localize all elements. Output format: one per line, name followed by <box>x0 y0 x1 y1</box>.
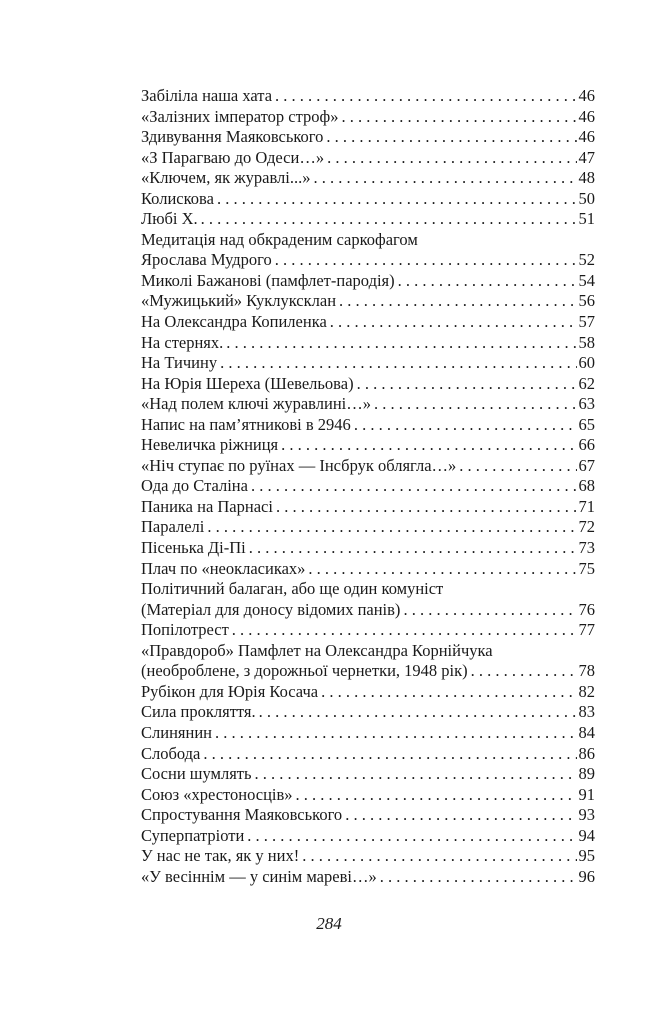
dot-leader <box>229 620 577 641</box>
toc-entry-title: Колискова <box>141 188 214 208</box>
dot-leader <box>293 785 577 806</box>
toc-entry-page: 77 <box>578 620 595 640</box>
toc-entry <box>141 559 595 580</box>
dot-leader <box>456 456 576 477</box>
toc-entry-title: (необроблене, з дорожньої чернетки, 1948 рік) <box>141 661 468 681</box>
toc-entry <box>141 86 595 107</box>
dot-leader <box>252 764 577 785</box>
toc-entry-page: 96 <box>578 866 595 886</box>
toc-entry-page: 89 <box>578 764 595 784</box>
toc-entry <box>141 107 595 128</box>
toc-entry <box>141 702 595 723</box>
toc-entry-title: Спростування Маяковського <box>141 805 343 825</box>
toc-entry-title: «Над полем ключі журавлині…» <box>141 394 371 414</box>
dot-leader <box>198 209 577 230</box>
toc-entry <box>141 333 595 354</box>
toc-entry <box>141 846 595 867</box>
toc-entry <box>141 867 595 888</box>
toc-entry <box>141 764 595 785</box>
toc-entry-title: Плач по «неокласиках» <box>141 558 306 578</box>
toc-entry <box>141 744 595 765</box>
toc-entry <box>141 661 595 682</box>
toc-entry <box>141 723 595 744</box>
toc-entry-title: Сосни шумлять <box>141 764 252 784</box>
toc-entry <box>141 353 595 374</box>
dot-leader <box>338 107 576 128</box>
toc-entry-page: 58 <box>578 332 595 352</box>
toc-entry-page: 68 <box>578 476 595 496</box>
toc-entry-title: Миколі Бажанові (памфлет-пародія) <box>141 270 395 290</box>
toc-entry-page: 66 <box>578 435 595 455</box>
toc-entry-page: 84 <box>578 722 595 742</box>
toc-entry-page: 51 <box>578 209 595 229</box>
toc-entry <box>141 291 595 312</box>
dot-leader <box>200 744 576 765</box>
dot-leader <box>354 374 577 395</box>
toc-entry <box>141 476 595 497</box>
toc-entry-title: Союз «хрестоносців» <box>141 784 293 804</box>
toc-entry-title: Попілотрест <box>141 620 229 640</box>
toc-entry-title: Ода до Сталіна <box>141 476 248 496</box>
toc-entry <box>141 415 595 436</box>
toc-entry-page: 73 <box>578 538 595 558</box>
toc-entry-title: «Ключем, як журавлі...» <box>141 168 311 188</box>
toc-entry-page: 78 <box>578 661 595 681</box>
toc-entry-page: 46 <box>578 106 595 126</box>
toc-entry-title: На Тичину <box>141 353 218 373</box>
toc-entry <box>141 250 595 271</box>
toc-entry-page: 94 <box>578 825 595 845</box>
dot-leader <box>371 394 577 415</box>
toc-entry-page: 54 <box>578 270 595 290</box>
toc-entry-title: Пісенька Ді-Пі <box>141 538 246 558</box>
toc-entry-title: «Мужицький» Куклуксклан <box>141 291 337 311</box>
dot-leader <box>278 435 576 456</box>
toc-entry-page: 75 <box>578 558 595 578</box>
toc-entry <box>141 127 595 148</box>
dot-leader <box>214 189 577 210</box>
toc-entry-page: 71 <box>578 496 595 516</box>
toc-entry <box>141 148 595 169</box>
toc-entry-page: 50 <box>578 188 595 208</box>
toc-entry <box>141 189 595 210</box>
dot-leader <box>248 476 577 497</box>
toc-entry-page: 52 <box>578 250 595 270</box>
toc-entry-title: Здивування Маяковського <box>141 127 324 147</box>
toc-entry <box>141 785 595 806</box>
dot-leader <box>468 661 577 682</box>
dot-leader <box>324 148 576 169</box>
dot-leader <box>323 127 576 148</box>
toc-entry-title: «У весіннім — у синім мареві…» <box>141 866 377 886</box>
toc-entry-page: 57 <box>578 312 595 332</box>
dot-leader <box>272 250 577 271</box>
page-number: 284 <box>316 914 342 933</box>
toc-entry-title: «Ніч ступає по руїнах — Інсбрук облягла…» <box>141 455 457 475</box>
toc-entry-page: 56 <box>578 291 595 311</box>
toc-entry <box>141 230 595 251</box>
dot-leader <box>246 538 577 559</box>
toc-entry <box>141 517 595 538</box>
toc-entry-page: 62 <box>578 373 595 393</box>
toc-entry-page: 46 <box>578 127 595 147</box>
toc-entry-title: На Юрія Шереха (Шевельова) <box>141 373 354 393</box>
toc-entry <box>141 579 595 600</box>
toc-entry-page: 67 <box>578 455 595 475</box>
dot-leader <box>256 702 577 723</box>
toc-entry-title: Любі Х. <box>141 209 198 229</box>
toc-entry-title: Ярослава Мудрого <box>141 250 272 270</box>
toc-entry <box>141 271 595 292</box>
dot-leader <box>342 805 576 826</box>
toc-entry-title: «З Парагваю до Одеси…» <box>141 147 325 167</box>
toc-entry <box>141 538 595 559</box>
dot-leader <box>395 271 577 292</box>
toc-entry <box>141 435 595 456</box>
toc-entry-page: 83 <box>578 702 595 722</box>
dot-leader <box>400 600 576 621</box>
toc-entry-title: Політичний балаган, або ще один комуніст <box>141 579 444 599</box>
toc-entry <box>141 805 595 826</box>
toc-entry-page: 95 <box>578 846 595 866</box>
toc-entry-page: 48 <box>578 168 595 188</box>
toc-entry <box>141 497 595 518</box>
toc-entry <box>141 641 595 662</box>
toc-entry-title: На Олександра Копиленка <box>141 312 327 332</box>
toc-entry <box>141 456 595 477</box>
dot-leader <box>377 867 577 888</box>
toc-entry-page: 65 <box>578 414 595 434</box>
dot-leader <box>244 826 576 847</box>
toc-entry-page: 76 <box>578 599 595 619</box>
toc-entry <box>141 209 595 230</box>
toc-entry-title: (Матеріал для доносу відомих панів) <box>141 599 401 619</box>
toc-entry-title: Забіліла наша хата <box>141 86 273 105</box>
toc-entry <box>141 682 595 703</box>
toc-entry-page: 93 <box>578 805 595 825</box>
dot-leader <box>204 517 576 538</box>
toc-entry <box>141 600 595 621</box>
toc-entry-page: 47 <box>578 147 595 167</box>
toc-entry-title: Слобода <box>141 743 201 763</box>
dot-leader <box>327 312 577 333</box>
toc-entry-title: У нас не так, як у них! <box>141 846 300 866</box>
toc-entry-title: Невеличка ріжниця <box>141 435 279 455</box>
toc-entry-page: 86 <box>578 743 595 763</box>
toc-entry <box>141 826 595 847</box>
toc-entry-title: «Правдороб» Памфлет на Олександра Корнійчука <box>141 640 493 660</box>
toc-entry-title: Напис на пам’ятникові в 2946 <box>141 414 351 434</box>
toc-entry-title: Слинянин <box>141 722 212 742</box>
dot-leader <box>273 497 577 518</box>
dot-leader <box>351 415 577 436</box>
table-of-contents <box>141 86 595 887</box>
dot-leader <box>336 291 576 312</box>
dot-leader <box>299 846 576 867</box>
toc-entry-page: 46 <box>578 86 595 105</box>
toc-entry <box>141 394 595 415</box>
toc-entry-page: 91 <box>578 784 595 804</box>
toc-entry-title: Паралелі <box>141 517 205 537</box>
toc-entry-title: На стернях. <box>141 332 224 352</box>
toc-entry-page: 63 <box>578 394 595 414</box>
toc-entry <box>141 374 595 395</box>
toc-entry-title: Медитація над обкраденим саркофагом <box>141 229 418 249</box>
dot-leader <box>217 353 576 374</box>
dot-leader <box>272 86 576 107</box>
toc-entry-title: Рубікон для Юрія Косача <box>141 681 319 701</box>
toc-entry-title: Паника на Парнасі <box>141 496 273 516</box>
dot-leader <box>212 723 577 744</box>
toc-entry-title: «Залізних імператор строф» <box>141 106 339 126</box>
toc-entry <box>141 312 595 333</box>
toc-entry-page: 60 <box>578 353 595 373</box>
dot-leader <box>310 168 576 189</box>
dot-leader <box>318 682 576 703</box>
toc-entry <box>141 620 595 641</box>
toc-entry <box>141 168 595 189</box>
toc-entry-page: 82 <box>578 681 595 701</box>
dot-leader <box>223 333 576 354</box>
toc-entry-title: Сила прокляття. <box>141 702 256 722</box>
toc-entry-title: Суперпатріоти <box>141 825 245 845</box>
dot-leader <box>305 559 576 580</box>
toc-entry-page: 72 <box>578 517 595 537</box>
